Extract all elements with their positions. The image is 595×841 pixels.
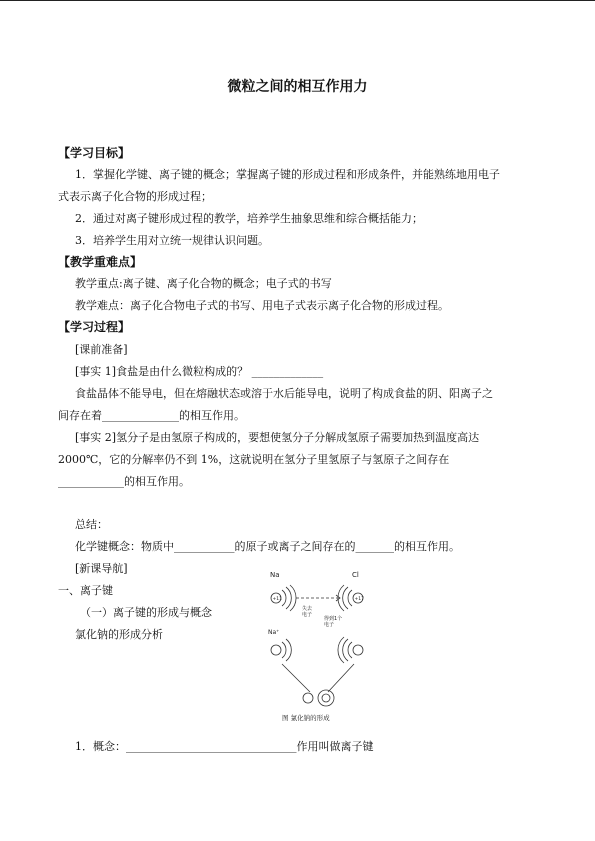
- na-ion-label: Na⁺: [268, 629, 280, 636]
- new-lesson-label: [新课导航]: [75, 562, 128, 575]
- paragraph-1-line-2: 间存在着______________的相互作用。: [58, 409, 245, 422]
- na-ion-shell-icon: [282, 642, 286, 658]
- cl-shell-icon: [338, 585, 344, 611]
- key-points-heading: 【教学重难点】: [58, 255, 143, 269]
- section-ionic-bond: 一、离子键: [58, 584, 113, 597]
- ionic-bond-concept: 1．概念：_______________________________作用叫做离子键: [75, 740, 374, 753]
- cl-label: Cl: [352, 571, 359, 579]
- cl-ion-shell-icon: [338, 637, 344, 663]
- teaching-difficulty: 教学难点：离子化合物电子式的书写、用电子式表示离子化合物的形成过程。: [75, 299, 449, 312]
- cl-shell-icon: [348, 590, 352, 606]
- converge-right-arrow: [328, 664, 354, 692]
- goals-heading: 【学习目标】: [58, 146, 131, 160]
- na-shell-icon: [290, 585, 296, 611]
- lose-electron-label: 失去电子: [302, 606, 313, 618]
- na-label: Na: [270, 571, 280, 579]
- goal-3: 3．培养学生用对立统一规律认识问题。: [75, 234, 269, 247]
- fact-2-line-3: ____________的相互作用。: [58, 475, 190, 488]
- converge-left-arrow: [282, 664, 310, 692]
- nacl-formation-diagram: [262, 568, 377, 726]
- gain-electron-label: 得到1个电子: [324, 616, 343, 628]
- pre-class-prep: [课前准备]: [75, 343, 128, 356]
- process-heading: 【学习过程】: [58, 320, 131, 334]
- goal-1-line-1: 1．掌握化学键、离子键的概念；掌握离子键的形成过程和形成条件，并能熟练地用电子: [75, 168, 500, 181]
- fact-2-line-1: [事实 2]氢分子是由氢原子构成的，要想使氢分子分解成氢原子需要加热到温度高达: [75, 431, 480, 444]
- nacl-cl-core-icon: [322, 694, 330, 702]
- na-shell-icon: [286, 587, 291, 609]
- goal-2: 2．通过对离子键形成过程的教学，培养学生抽象思维和综合概括能力；: [75, 212, 423, 225]
- na-ion-shell-icon: [286, 639, 291, 661]
- page-title: 微粒之间的相互作用力: [227, 79, 368, 95]
- cl-ion-shell-icon: [343, 639, 348, 661]
- teaching-focus: 教学重点:离子键、离子化合物的概念；电子式的书写: [75, 277, 332, 290]
- cl-nucleus-charge: +17: [354, 597, 364, 602]
- na-shell-icon: [282, 590, 286, 606]
- cl-shell-icon: [343, 587, 348, 609]
- cl-ion-icon: [353, 645, 363, 655]
- goal-1-line-2: 式表示离子化合物的形成过程；: [58, 190, 212, 203]
- nacl-cl-icon: [318, 690, 334, 706]
- fact-2-line-2: 2000℃，它的分解率仍不到 1%，这就说明在氢分子里氢原子与氢原子之间存在: [58, 453, 450, 466]
- top-rule: [0, 0, 595, 1]
- paragraph-1-line-1: 食盐晶体不能导电，但在熔融状态或溶于水后能导电，说明了构成食盐的阴、阳离子之: [75, 387, 493, 400]
- fact-1: [事实 1]食盐是由什么微粒构成的？ _____________: [75, 365, 324, 378]
- nacl-na-icon: [303, 693, 313, 703]
- nacl-analysis-label: 氯化钠的形成分析: [75, 628, 163, 641]
- na-nucleus-charge: +11: [272, 597, 282, 602]
- chemical-bond-concept: 化学键概念：物质中___________的原子或离子之间存在的_______的相互作用。: [75, 540, 460, 553]
- cl-ion-shell-icon: [348, 642, 352, 658]
- summary-label: 总结：: [75, 518, 108, 531]
- subsection-formation: （一）离子键的形成与概念: [80, 606, 212, 619]
- figure-caption: 图 氯化钠的形成: [282, 714, 330, 722]
- na-ion-icon: [271, 645, 281, 655]
